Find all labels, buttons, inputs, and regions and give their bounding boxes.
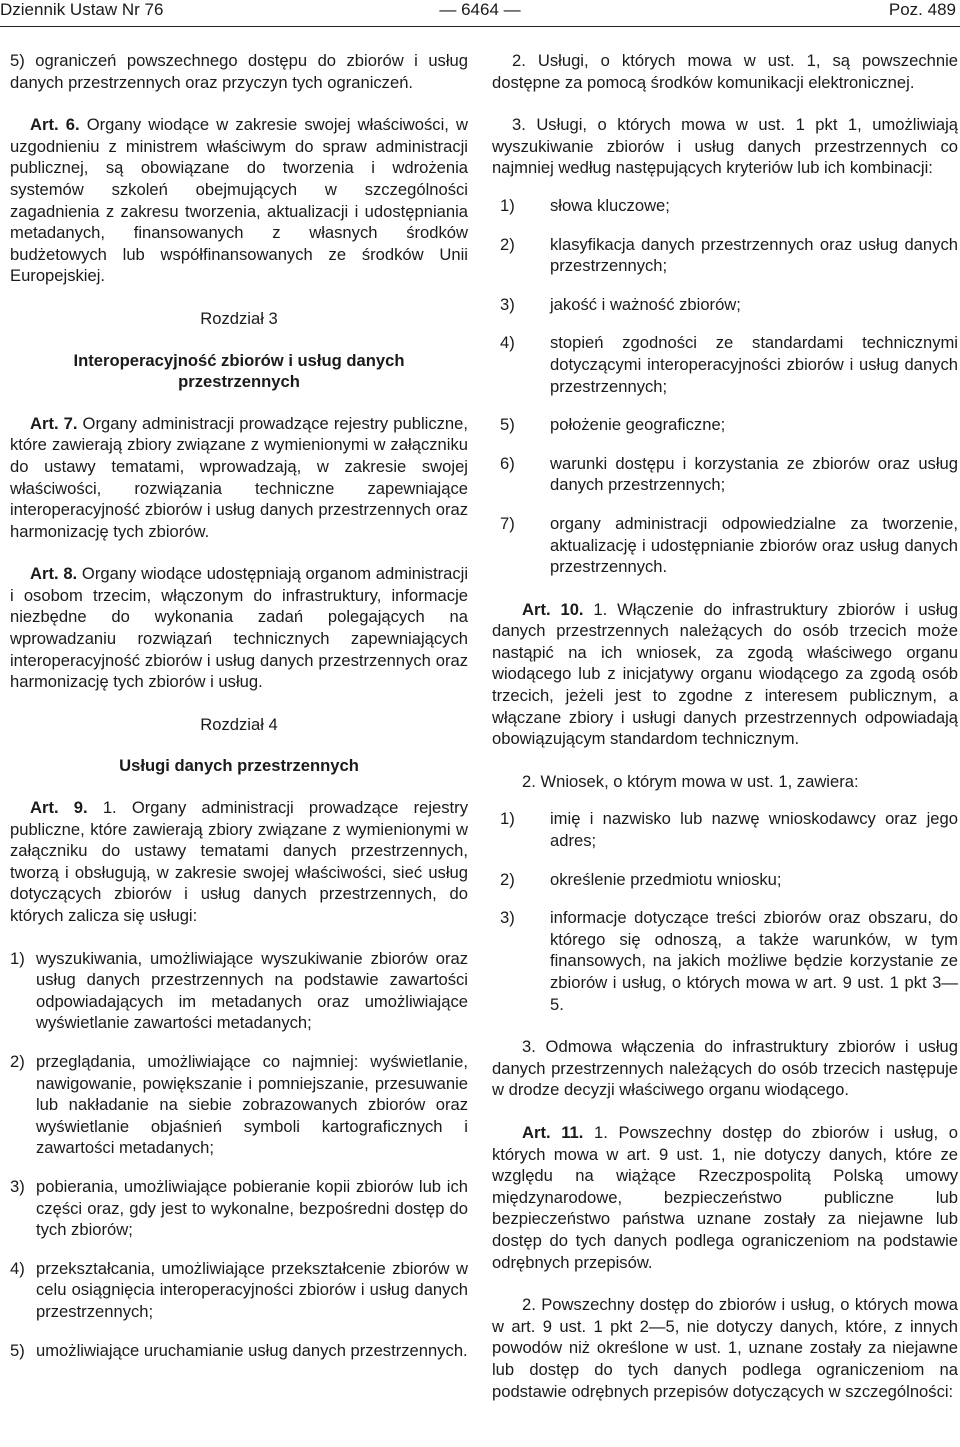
list-item-number: 1) [500,195,515,215]
article-8-text: Organy wiodące udostępniają organom administracji i osobom trzecim, włączonym do infrastruktury, informacje niezbędne do wykonania zadań polegających na wprowadzaniu rozwiązań technicznych zapewniających interoperacyjność zbiorów i usług danych przestrzennych oraz harmonizację tych zbiorów i usług. [10,564,468,692]
chapter-4-heading: Rozdział 4 [200,714,278,734]
journal-title: Dziennik Ustaw Nr 76 [0,0,164,19]
list-item-text: stopień zgodności ze standardami technicznymi dotyczącymi interoperacyjności zbiorów i usług danych przestrzennych; [550,333,958,396]
list-item-number: 4) [10,1258,25,1278]
article-11-paragraph-2: 2. Powszechny dostęp do zbiorów i usług, o których mowa w art. 9 ust. 1 pkt 2—5, nie dotyczy danych, które, z innych powodów niż określone w ust. 1, uznane zostały za niejawne lub dostęp do tych danych podlega ograniczeniom na podstawie odrębnych przepisów dotyczących w szczególności: [492,1295,958,1401]
list-item [10,1176,468,1241]
list-item-text: przekształcania, umożliwiające przekształcenie zbiorów w celu osiągnięcia interoperacyjności zbiorów i usług danych przestrzennych; [36,1258,468,1321]
list-item [492,808,958,851]
article-11-label: Art. 11. [522,1122,584,1142]
list-item [492,294,958,316]
page-header [0,0,960,27]
list-item [492,513,958,578]
list-item [492,414,958,436]
article-7 [10,413,468,543]
list-item-number: 1) [500,809,515,829]
left-column [10,50,468,1378]
list-item-number: 3) [10,1176,25,1196]
list-item-text: przeglądania, umożliwiające co najmniej: wyświetlanie, nawigowanie, powiększanie i pomniejszanie, przesuwanie lub nakładanie na siebie zobrazowanych zbiorów oraz wyświetlanie objaśnień symboli kartograficznych i zawartości metadanych; [36,1051,468,1158]
article-7-text: Organy administracji prowadzące rejestry publiczne, które zawierają zbiory związane z wymienionymi w załączniku do ustawy tematami, wprowadzają, w zakresie swojej właściwości, rozwiązania techniczne zapewniające interoperacyjność zbiorów i usług danych przestrzennych oraz harmonizację tych zbiorów. [10,413,468,541]
article-9-label: Art. 9. [30,798,88,818]
list-item-number: 1) [10,948,25,968]
article-10-text: 1. Włączenie do infrastruktury zbiorów i usług danych przestrzennych należących do osób trzecich może nastąpić na ich wniosek, za zgodą właściwego organu wiodącego lub z inicjatywy organu wiodącego za zgodą osób trzecich, jeżeli jest to zgodne z interesem publicznym, a włączane zbiory i usługi danych przestrzennych odpowiadają obowiązującym standardom technicznym. [492,599,958,749]
page-number: — 6464 — [439,0,521,19]
list-item-text: jakość i ważność zbiorów; [550,294,741,314]
list-item-text: umożliwiające uruchamianie usług danych przestrzennych. [36,1340,468,1360]
chapter-3-title: Interoperacyjność zbiorów i usług danych przestrzennych [73,350,405,392]
article-10-paragraph-3: 3. Odmowa włączenia do infrastruktury zbiorów i usług danych przestrzennych należących do osób trzecich następuje w drodze decyzji właściwego organu wiodącego. [492,1037,958,1100]
list-item-text: imię i nazwisko lub nazwę wnioskodawcy oraz jego adres; [550,809,958,851]
article-8-label: Art. 8. [30,564,78,584]
list-item [10,1340,468,1362]
paragraph-item-5: 5) ograniczeń powszechnego dostępu do zbiorów i usług danych przestrzennych oraz przyczyn tych ograniczeń. [10,51,468,92]
right-column [492,50,958,1423]
article-9-paragraph-3: 3. Usługi, o których mowa w ust. 1 pkt 1, umożliwiają wyszukiwanie zbiorów i usług danych przestrzennych co najmniej według następujących kryteriów lub ich kombinacji: [492,115,958,178]
list-item [10,1051,468,1159]
list-item-number: 2) [500,234,515,254]
article-6-label: Art. 6. [30,115,80,135]
list-item-text: słowa kluczowe; [550,195,670,215]
article-7-label: Art. 7. [30,413,78,433]
chapter-4-title: Usługi danych przestrzennych [119,756,359,776]
chapter-3-heading: Rozdział 3 [200,308,278,328]
list-item-text: położenie geograficzne; [550,415,726,435]
list-item-text: warunki dostępu i korzystania ze zbiorów oraz usług danych przestrzennych; [550,453,958,495]
list-item [492,332,958,397]
list-item [492,869,958,891]
list-item-text: określenie przedmiotu wniosku; [550,869,782,889]
list-item [10,1258,468,1323]
list-item-number: 5) [500,415,515,435]
list-item [492,453,958,496]
article-6-text: Organy wiodące w zakresie swojej właściwości, w uzgodnieniu z ministrem właściwym do spraw administracji publicznej, są obowiązane do tworzenia i wdrożenia systemów szkoleń obejmujących w szczególności zagadnienia z zakresu tworzenia, aktualizacji i udostępniania metadanych, finansowanych z własnych środków budżetowych lub współfinansowanych ze środków Unii Europejskiej. [10,115,468,286]
list-item-number: 2) [500,869,515,889]
list-item [492,195,958,217]
list-item-number: 4) [500,333,515,353]
list-item-number: 3) [500,294,515,314]
article-11-text: 1. Powszechny dostęp do zbiorów i usług, o których mowa w art. 9 ust. 1, nie dotyczy danych, które ze względu na wiążące Rzeczpospolitą Polską umowy międzynarodowe, bezpieczeństwo publiczne lub bezpieczeństwo państwa uznane zostały za niejawne lub dostęp do tych danych podlega ograniczeniom na podstawie odrębnych przepisów. [492,1122,958,1272]
position-number: Poz. 489 [888,0,956,19]
article-9 [10,797,468,927]
list-item-number: 2) [10,1051,25,1071]
list-item [492,234,958,277]
list-item-text: organy administracji odpowiedzialne za tworzenie, aktualizację i udostępnianie zbiorów oraz usług danych przestrzennych. [550,513,958,577]
article-10-label: Art. 10. [522,599,584,619]
article-9-paragraph-2: 2. Usługi, o których mowa w ust. 1, są powszechnie dostępne za pomocą środków komunikacji elektronicznej. [492,51,958,92]
article-8 [10,563,468,693]
list-item-number: 3) [500,908,515,928]
list-item-number: 6) [500,453,515,473]
article-10 [492,599,958,750]
article-9-text: 1. Organy administracji prowadzące rejestry publiczne, które zawierają zbiory związane z wymienionymi w załączniku do ustawy tematami danych przestrzennych, tworzą i obsługują, w zakresie swojej właściwości, sieć usług dotyczących zbiorów i usług danych przestrzennych, do których zalicza się usługi: [10,798,468,925]
article-11 [492,1122,958,1273]
list-item-text: wyszukiwania, umożliwiające wyszukiwanie zbiorów oraz usług danych przestrzennych na podstawie zawartości odpowiadających im metadanych oraz umożliwiające wyświetlanie zawartości metadanych; [36,948,468,1033]
article-6 [10,114,468,287]
article-10-paragraph-2: 2. Wniosek, o którym mowa w ust. 1, zawiera: [522,771,859,791]
list-item-number: 5) [10,1340,25,1360]
list-item-text: informacje dotyczące treści zbiorów oraz obszaru, do którego się odnoszą, a także warunków, w tym finansowych, na jakich możliwe będzie korzystanie ze zbiorów i usług, o których mowa w art. 9 ust. 1 pkt 3—5. [550,908,958,1014]
list-item-text: pobierania, umożliwiające pobieranie kopii zbiorów lub ich części oraz, gdy jest to wykonalne, bezpośredni dostęp do tych zbiorów; [36,1176,468,1240]
list-item [492,907,958,1015]
list-item [10,948,468,1034]
list-item-text: klasyfikacja danych przestrzennych oraz usług danych przestrzennych; [550,234,958,276]
list-item-number: 7) [500,513,515,533]
